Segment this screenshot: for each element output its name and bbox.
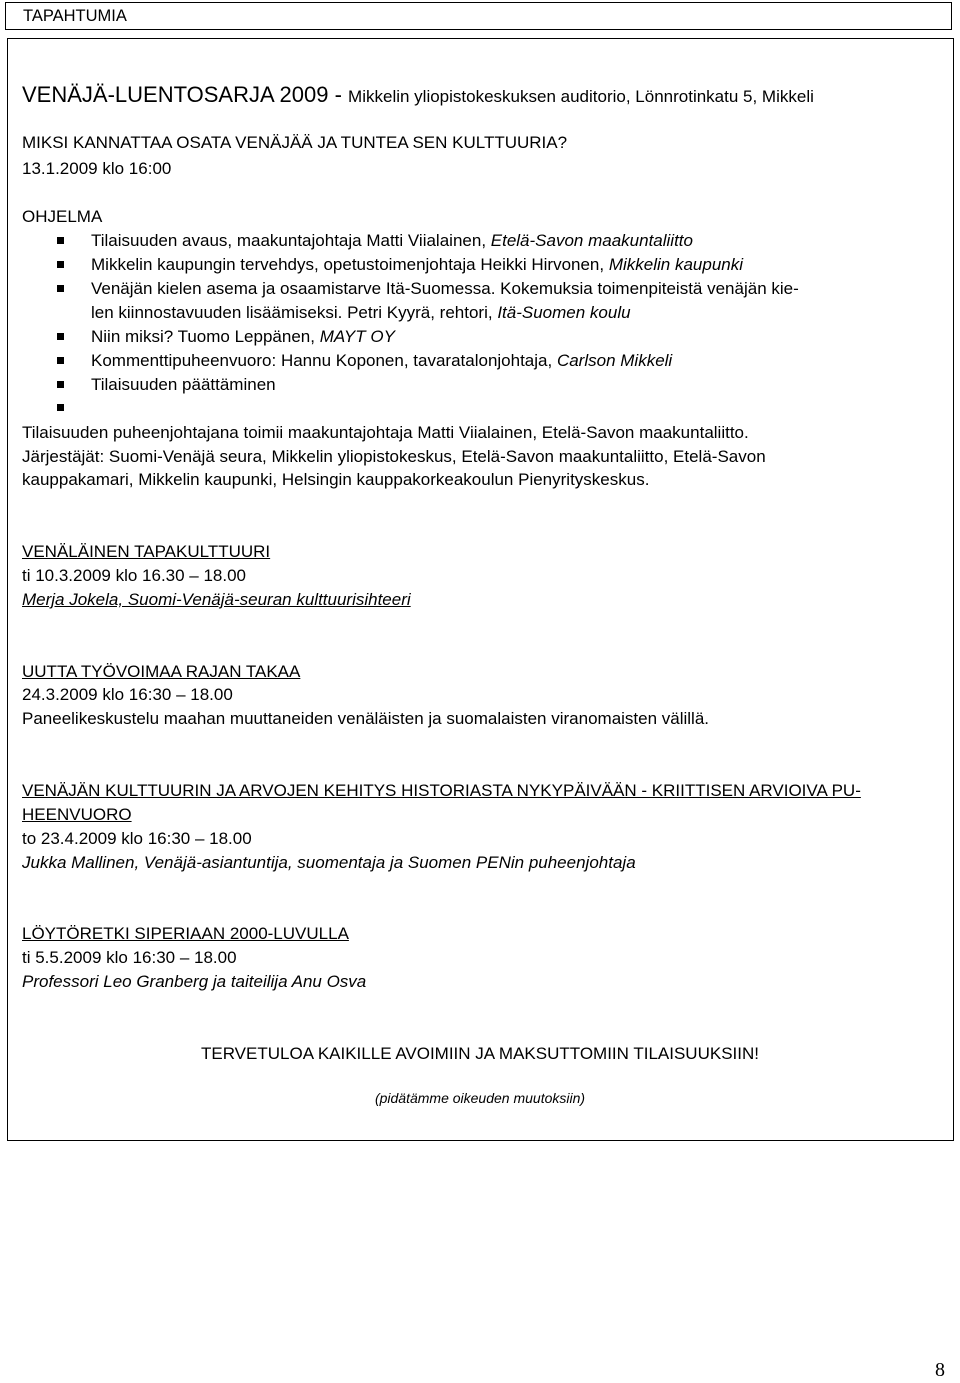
event2-speaker: Merja Jokela, Suomi-Venäjä-seuran kulttuurisihteeri <box>22 590 411 609</box>
section-header-box <box>5 2 952 30</box>
program-item-name: Matti Viialainen <box>366 231 482 250</box>
program-item-text: , <box>599 255 609 274</box>
program-item-org: MAYT OY <box>319 327 395 346</box>
program-item-name: Tuomo Leppänen <box>177 327 311 346</box>
series-title-text: VENÄJÄ-LUENTOSARJA 2009 - <box>22 82 349 107</box>
program-item-text: Tilaisuuden avaus, maakuntajohtaja <box>91 231 367 250</box>
program-item-text: Mikkelin kaupungin tervehdys, opetustoimenjohtaja <box>91 255 481 274</box>
event1-title: MIKSI KANNATTAA OSATA VENÄJÄÄ JA TUNTEA SEN KULTTUURIA? <box>22 133 568 152</box>
bullet-icon <box>57 333 64 340</box>
bullet-icon <box>57 261 64 268</box>
program-item-text: , <box>310 327 320 346</box>
program-item-org: Etelä-Savon maakuntaliitto <box>490 231 693 250</box>
bullet-icon <box>57 285 64 292</box>
program-item-text: , tavaratalonjohtaja, <box>403 351 557 370</box>
event3-date: 24.3.2009 klo 16:30 – 18.00 <box>22 685 233 704</box>
program-heading: OHJELMA <box>22 207 103 226</box>
event4-speaker: Jukka Mallinen, Venäjä-asiantuntija, suomentaja ja Suomen PENin puheenjohtaja <box>22 853 636 872</box>
program-item-name: Petri Kyyrä <box>347 303 431 322</box>
event4-date: to 23.4.2009 klo 16:30 – 18.00 <box>22 829 252 848</box>
program-item-org: Carlson Mikkeli <box>556 351 673 370</box>
event3-description: Paneelikeskustelu maahan muuttaneiden venäläisten ja suomalaisten viranomaisten välillä. <box>22 709 710 728</box>
program-item-5 <box>91 352 672 369</box>
event1-organizers-line2: kauppakamari, Mikkelin kaupunki, Helsingin kauppakorkeakoulun Pienyrityskeskus. <box>22 470 650 489</box>
program-item-3-line1: Venäjän kielen asema ja osaamistarve Itä-Suomessa. Kokemuksia toimenpiteistä venäjän kie- <box>91 279 799 298</box>
event2-title: VENÄLÄINEN TAPAKULTTUURI <box>22 542 271 561</box>
series-location: Mikkelin yliopistokeskuksen auditorio, Lönnrotinkatu 5, Mikkeli <box>348 87 814 106</box>
section-header-label: TAPAHTUMIA <box>23 7 127 25</box>
event1-organizers-line1: Järjestäjät: Suomi-Venäjä seura, Mikkelin yliopistokeskus, Etelä-Savon maakuntaliitto, Etelä-Savon <box>22 447 766 466</box>
bullet-icon <box>57 357 64 364</box>
program-item-4 <box>91 328 395 345</box>
program-item-6: Tilaisuuden päättäminen <box>91 375 276 394</box>
event1-chair: Tilaisuuden puheenjohtajana toimii maakuntajohtaja Matti Viialainen, Etelä-Savon maakuntaliitto. <box>22 423 749 442</box>
event5-title: LÖYTÖRETKI SIPERIAAN 2000-LUVULLA <box>22 924 349 943</box>
bullet-icon <box>57 404 64 411</box>
page-number: 8 <box>935 1359 945 1381</box>
event2-date: ti 10.3.2009 klo 16.30 – 18.00 <box>22 566 247 585</box>
event5-date: ti 5.5.2009 klo 16:30 – 18.00 <box>22 948 237 967</box>
program-item-org: Itä-Suomen koulu <box>497 303 631 322</box>
program-item-text: Kommenttipuheenvuoro: <box>91 351 281 370</box>
program-item-text: , <box>481 231 491 250</box>
program-item-3-line2 <box>91 304 631 321</box>
program-item-text: Niin miksi? <box>91 327 178 346</box>
event4-title-line2: HEENVUORO <box>22 805 132 824</box>
bullet-icon <box>57 237 64 244</box>
program-item-text: , rehtori, <box>430 303 498 322</box>
program-item-2 <box>91 256 743 273</box>
program-item-org: Mikkelin kaupunki <box>608 255 744 274</box>
series-title <box>22 84 814 106</box>
program-item-text: len kiinnostavuuden lisäämiseksi. <box>91 303 348 322</box>
welcome-text: TERVETULOA KAIKILLE AVOIMIIN JA MAKSUTTOMIIN TILAISUUKSIIN! <box>200 1044 759 1063</box>
program-item-name: Heikki Hirvonen <box>480 255 600 274</box>
disclaimer-text: (pidätämme oikeuden muutoksiin) <box>374 1090 586 1106</box>
event1-date: 13.1.2009 klo 16:00 <box>22 159 172 178</box>
bullet-icon <box>57 381 64 388</box>
event3-title: UUTTA TYÖVOIMAA RAJAN TAKAA <box>22 662 301 681</box>
program-item-1 <box>91 232 693 249</box>
event4-title-line1: VENÄJÄN KULTTUURIN JA ARVOJEN KEHITYS HISTORIASTA NYKYPÄIVÄÄN - KRIITTISEN ARVIOIVA PU- <box>22 781 861 800</box>
event5-speaker: Professori Leo Granberg ja taiteilija Anu Osva <box>22 972 367 991</box>
program-item-name: Hannu Koponen <box>280 351 404 370</box>
